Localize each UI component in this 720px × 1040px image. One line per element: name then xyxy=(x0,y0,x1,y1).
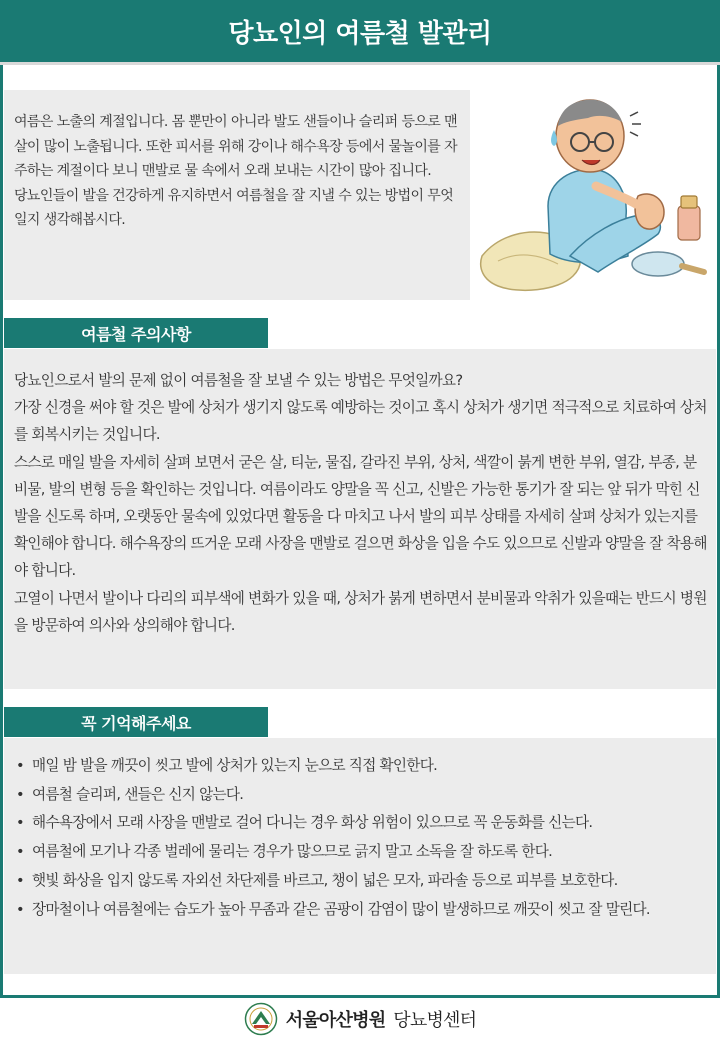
list-item: • 해수욕장에서 모래 사장을 맨발로 걸어 다니는 경우 화상 위험이 있으므로 꼭 운동화를 신는다. xyxy=(14,809,706,838)
man-checking-foot-illustration xyxy=(478,86,716,300)
list-item: • 여름철에 모기나 각종 벌레에 물리는 경우가 많으므로 긁지 말고 소독을 잘 하도록 한다. xyxy=(14,838,706,867)
section-tab-remember xyxy=(4,707,268,737)
hospital-logo-icon xyxy=(244,1002,278,1036)
page-title-bar xyxy=(0,0,720,62)
hospital-name: 서울아산병원 xyxy=(285,1010,386,1031)
footer xyxy=(0,998,720,1040)
cautions-paragraph: 스스로 매일 발을 자세히 살펴 보면서 굳은 살, 티눈, 물집, 갈라진 부위, 상처, 색깔이 붉게 변한 부위, 열감, 부종, 분비물, 발의 변형 등을 확인하는 것입니다. 여름이라도 양말을 꼭 신고, 신발은 가능한 통기가 잘 되는 앞 뒤가 막힌 신발을 신도록 하며, 오랫동안 물속에 있었다면 활동을 다 마치고 나서 발의 피부 상태를 자세히 살펴 상처가 있는지를 확인해야 합니다. 해수욕장의 뜨거운 모래 사장을 맨발로 걸으면 화상을 입을 수도 있으므로 신발과 양말을 잘 착용해야 합니다. xyxy=(14,453,707,580)
remember-panel xyxy=(4,738,716,974)
list-item: • 장마철이나 여름철에는 습도가 높아 무좀과 같은 곰팡이 감염이 많이 발생하므로 깨끗이 씻고 잘 말린다. xyxy=(14,896,706,925)
intro-paragraph: 당뇨인들이 발을 건강하게 유지하면서 여름철을 잘 지낼 수 있는 방법이 무엇일지 생각해봅시다. xyxy=(14,187,454,228)
header-divider xyxy=(0,62,720,65)
list-item: • 햇빛 화상을 입지 않도록 자외선 차단제를 바르고, 챙이 넓은 모자, 파라솔 등으로 피부를 보호한다. xyxy=(14,867,706,896)
page-title: 당뇨인의 여름철 발관리 xyxy=(228,18,492,49)
center-name: 당뇨병센터 xyxy=(393,1010,477,1031)
section-title: 여름철 주의사항 xyxy=(81,324,191,344)
intro-paragraph: 여름은 노출의 계절입니다. 몸 뿐만이 아니라 발도 샌들이나 슬리퍼 등으로 맨살이 많이 노출됩니다. 또한 피서를 위해 강이나 해수욕장 등에서 물놀이를 자주하는 계절이다 보니 맨발로 물 속에서 오래 보내는 시간이 많아 집니다. xyxy=(14,114,457,179)
cautions-paragraph: 가장 신경을 써야 할 것은 발에 상처가 생기지 않도록 예방하는 것이고 혹시 상처가 생기면 적극적으로 치료하여 상처를 회복시키는 것입니다. xyxy=(14,399,707,444)
list-item: • 여름철 슬리퍼, 샌들은 신지 않는다. xyxy=(14,781,706,810)
remember-list xyxy=(14,752,706,924)
cautions-paragraph: 당뇨인으로서 발의 문제 없이 여름철을 잘 보낼 수 있는 방법은 무엇일까요? xyxy=(14,372,463,389)
section-tab-summer-cautions xyxy=(4,318,268,348)
summer-cautions-panel xyxy=(4,349,716,689)
cautions-paragraph: 고열이 나면서 발이나 다리의 피부색에 변화가 있을 때, 상처가 붉게 변하면서 분비물과 악취가 있을때는 반드시 병원을 방문하여 의사와 상의해야 합니다. xyxy=(14,589,707,634)
section-title: 꼭 기억해주세요 xyxy=(81,713,191,733)
list-item: • 매일 밤 발을 깨끗이 씻고 발에 상처가 있는지 눈으로 직접 확인한다. xyxy=(14,752,706,781)
intro-panel xyxy=(4,90,470,300)
